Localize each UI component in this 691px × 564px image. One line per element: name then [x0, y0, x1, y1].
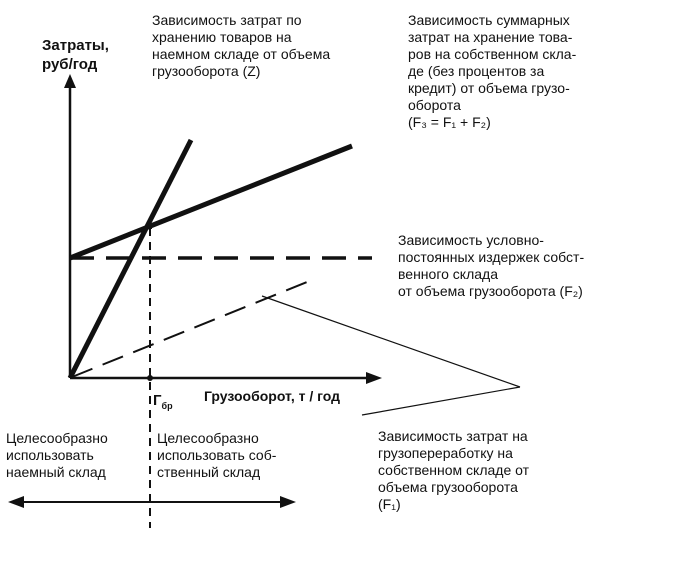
- leader-to-axis-zone: [362, 387, 520, 415]
- label-F2: Зависимость условно- постоянных издержек собст- венного склада от объема грузооборота (F₂): [398, 232, 585, 299]
- breakeven-label: $Г_{бр}$: [153, 392, 173, 411]
- label-F3: Зависимость суммарных затрат на хранение това- ров на собственном скла- де (без процентов за кредит) от объема грузо- оборота (F₃ = F₁ + F₂): [408, 12, 577, 130]
- leader-to-F1: [262, 296, 520, 387]
- label-F1: Зависимость затрат на грузопереработку на собственном складе от объема грузооборота (F₁): [378, 428, 530, 512]
- right-region-text: Целесообразно использовать соб- ственный склад: [157, 430, 277, 480]
- x-axis-label: Грузооборот, т / год: [204, 388, 341, 404]
- region-arrow-right-head: [280, 496, 296, 508]
- breakeven-axis-mark: [147, 375, 153, 381]
- y-axis-label: Затраты, руб/год: [42, 37, 109, 73]
- region-arrow-left-head: [8, 496, 24, 508]
- x-axis-arrow: [366, 372, 382, 384]
- left-region-text: Целесообразно использовать наемный склад: [6, 430, 108, 480]
- label-Z: Зависимость затрат по хранению товаров на наемном складе от объема грузооборота (Z): [152, 12, 331, 79]
- line-F1: [72, 280, 312, 377]
- y-axis-arrow: [64, 74, 76, 88]
- line-F3: [70, 146, 352, 258]
